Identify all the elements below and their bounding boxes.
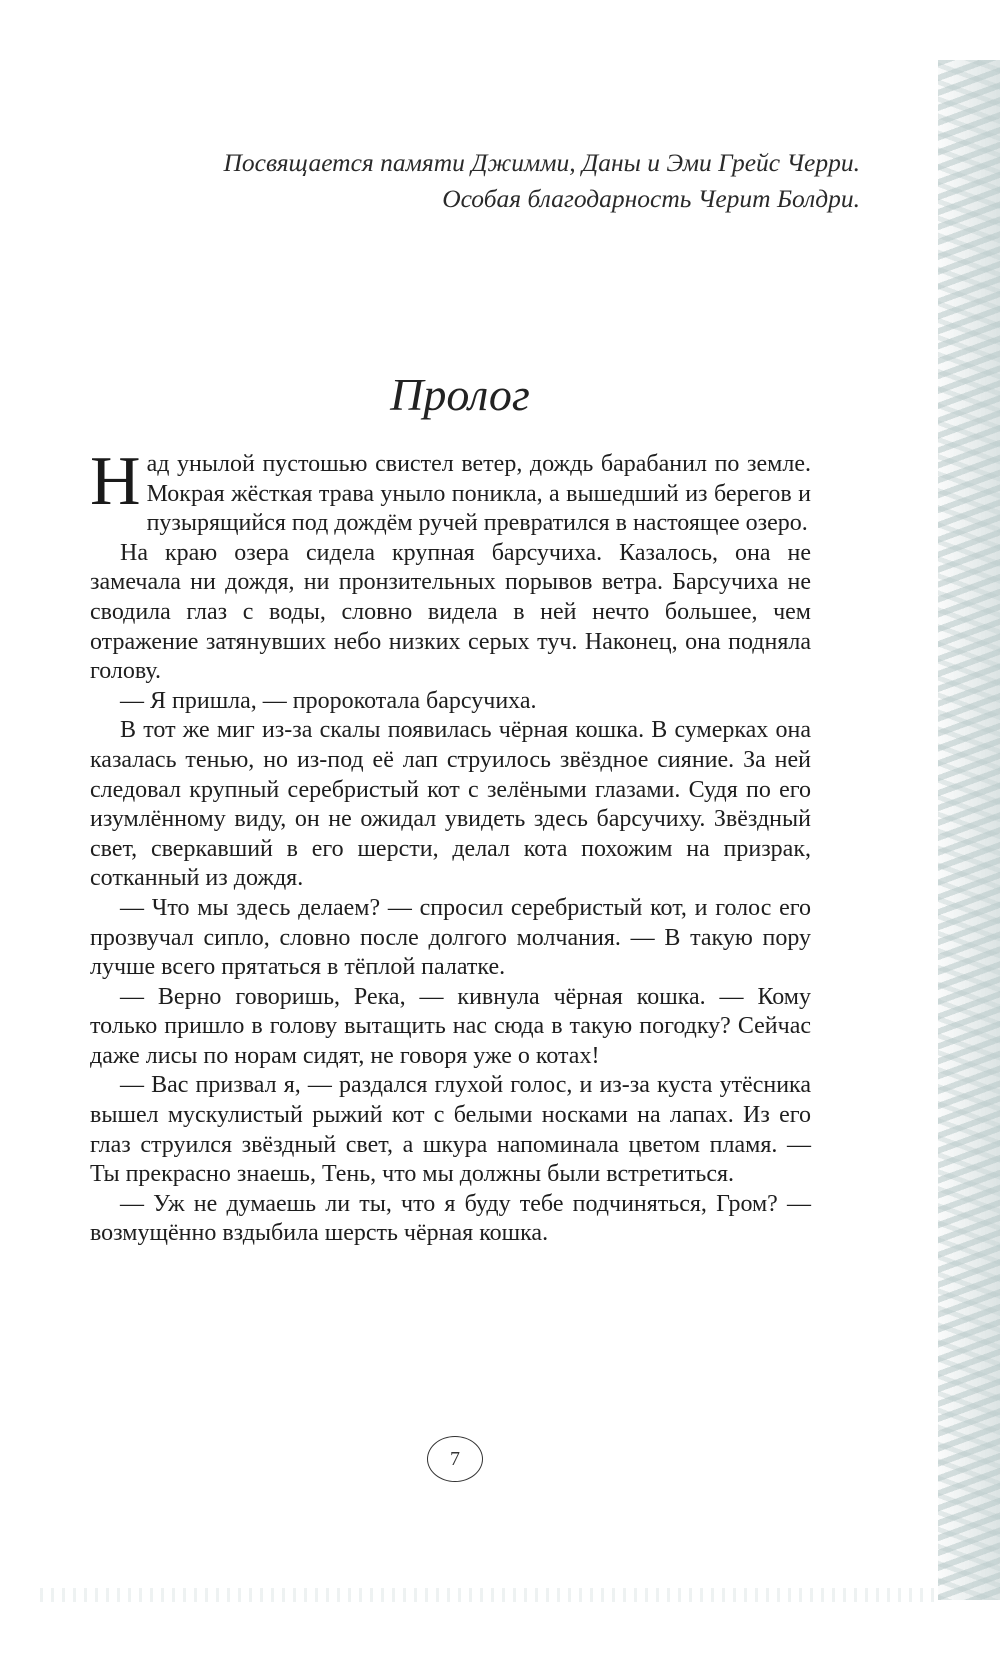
page-number	[427, 1436, 483, 1482]
paragraph: — Что мы здесь делаем? — спросил серебристый кот, и голос его прозвучал сипло, словно после долгого молчания. — В такую пору лучше всего прятаться в тёплой палатке.	[90, 894, 811, 981]
paragraph: В тот же миг из-за скалы появилась чёрная кошка. В сумерках она казалась тенью, но из-под её лап струилось звёздное сияние. За ней следовал крупный серебристый кот с зелёными глазами. Судя по его изумлённому виду, он не ожидал увидеть здесь барсучиху. Звёздный свет, сверкавший в его шерсти, делал кота похожим на призрак, сотканный из дождя.	[90, 717, 811, 892]
decorative-border-ornament	[938, 60, 1000, 1600]
paragraph: — Я пришла, — пророкотала барсучиха.	[120, 687, 537, 714]
drop-cap: Н	[90, 443, 141, 520]
dedication	[100, 145, 860, 217]
chapter-title: Пролог	[390, 369, 530, 420]
page-number-text: 7	[450, 1447, 460, 1470]
paragraph: — Уж не думаешь ли ты, что я буду тебе подчиняться, Гром? — возмущённо вздыбила шерсть чёрная кошка.	[90, 1190, 811, 1247]
decorative-bottom-ornament	[40, 1588, 938, 1602]
dedication-line: Посвящается памяти Джимми, Даны и Эми Грейс Черри.	[223, 148, 860, 177]
paragraph: На краю озера сидела крупная барсучиха. Казалось, она не замечала ни дождя, ни пронзительных порывов ветра. Барсучиха не сводила глаз с воды, словно видела в ней нечто большее, чем отражение затянувших небо низких серых туч. Наконец, она подняла голову.	[90, 539, 811, 685]
paragraph-text: ад унылой пустошью свистел ветер, дождь барабанил по земле. Мокрая жёсткая трава уныло поникла, а вышедший из берегов и пузырящийся под дождём ручей превратился в настоящее озеро.	[146, 451, 811, 537]
paragraph	[90, 443, 811, 539]
paragraph: — Верно говоришь, Река, — кивнула чёрная кошка. — Кому только пришло в голову вытащить нас сюда в такую погодку? Сейчас даже лисы по норам сидят, не говоря уже о котах!	[90, 983, 811, 1069]
dedication-line: Особая благодарность Черит Болдри.	[442, 184, 860, 213]
chapter-body	[90, 443, 811, 1249]
paragraph: — Вас призвал я, — раздался глухой голос, и из-за куста утёсника вышел мускулистый рыжий кот с белыми носками на лапах. Из его глаз струился звёздный свет, а шкура напоминала цветом пламя. — Ты прекрасно знаешь, Тень, что мы должны были встретиться.	[90, 1072, 811, 1188]
